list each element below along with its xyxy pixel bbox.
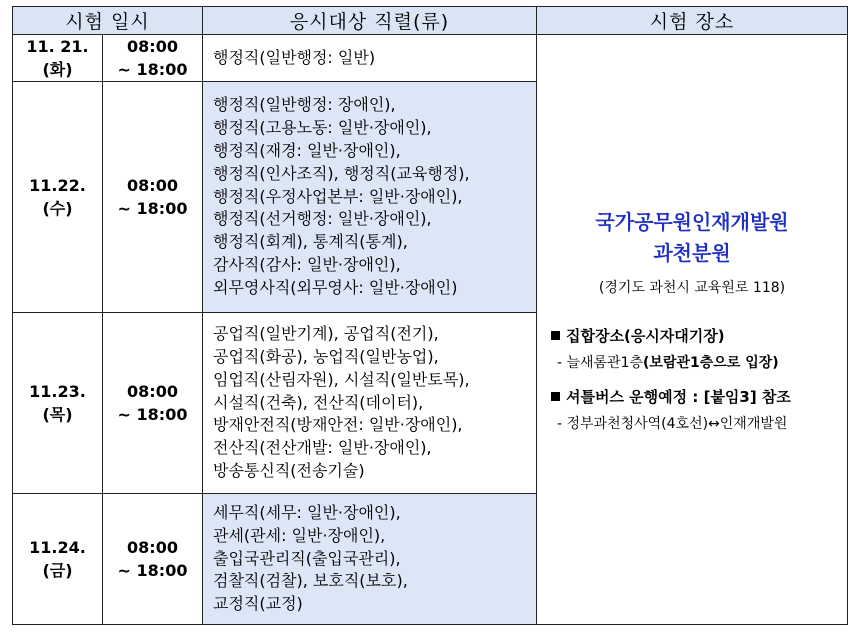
header-date: 시험 일시	[13, 7, 203, 35]
list-item: 행정직(회계), 통계직(통계),	[213, 232, 408, 252]
list-item: 출입국관리직(출입국관리),	[213, 548, 401, 568]
end-time: ~ 18:00	[117, 405, 188, 424]
list-item: 관세(관세: 일반·장애인),	[213, 525, 386, 545]
list-item: 임업직(산림자원), 시설직(일반토목),	[213, 369, 470, 389]
list-item: 세무직(세무: 일반·장애인),	[213, 503, 401, 522]
start-time: 08:00	[127, 37, 178, 56]
date-cell	[13, 82, 103, 313]
list-item: 전산직(전산개발: 일반·장애인),	[213, 438, 432, 458]
meeting-title: 집합장소(응시자대기장)	[566, 327, 725, 345]
square-bullet-icon	[551, 392, 560, 401]
day-text: (수)	[42, 199, 73, 218]
list-item: 방송통신직(전송기술)	[213, 460, 365, 480]
start-time: 08:00	[127, 382, 178, 401]
date-cell	[13, 35, 103, 82]
venue-address: (경기도 과천시 교육원로 118)	[598, 280, 786, 296]
venue-name	[537, 207, 847, 269]
target-list	[203, 35, 537, 82]
table-row	[13, 35, 848, 82]
target-list	[203, 494, 537, 625]
date-cell	[13, 313, 103, 494]
date-text: 11.22.	[29, 176, 86, 195]
list-item: 행정직(우정사업본부: 일반·장애인),	[213, 186, 463, 206]
exam-schedule	[12, 6, 847, 626]
time-cell	[103, 35, 203, 82]
date-text: 11.24.	[29, 538, 86, 557]
meeting-place-detail	[557, 352, 847, 372]
meeting-place-heading	[551, 325, 847, 346]
meeting-detail-prefix: - 늘새롬관1층	[557, 355, 644, 371]
list-item: 행정직(일반행정: 장애인),	[213, 95, 396, 115]
end-time: ~ 18:00	[117, 199, 188, 218]
day-text: (목)	[42, 405, 73, 424]
shuttle-detail: - 정부과천청사역(4호선)↔인재개발원	[557, 416, 788, 432]
start-time: 08:00	[127, 538, 178, 557]
target-list	[203, 82, 537, 313]
list-item: 공업직(화공), 농업직(일반농업),	[213, 347, 439, 366]
list-item: 행정직(고용노동: 일반·장애인),	[213, 118, 432, 138]
list-item: 검찰직(검찰), 보호직(보호),	[213, 571, 408, 591]
list-item: 행정직(일반행정: 일반)	[213, 47, 376, 67]
list-item: 감사직(감사: 일반·장애인),	[213, 254, 401, 274]
date-text: 11. 21.	[26, 37, 89, 56]
day-text: (화)	[42, 60, 73, 79]
venue-name-line2: 과천분원	[653, 241, 731, 265]
time-cell	[103, 313, 203, 494]
shuttle-heading	[551, 386, 847, 407]
header-venue: 시험 장소	[537, 7, 848, 35]
time-cell	[103, 494, 203, 625]
header-target: 응시대상 직렬(류)	[203, 7, 537, 35]
target-list	[203, 313, 537, 494]
meeting-detail-bold: (보람관1층으로 입장)	[643, 355, 779, 371]
end-time: ~ 18:00	[117, 561, 188, 580]
list-item: 행정직(재경: 일반·장애인),	[213, 141, 401, 160]
start-time: 08:00	[127, 176, 178, 195]
venue-name-line1: 국가공무원인재개발원	[595, 210, 789, 234]
list-item: 시설직(건축), 전산직(데이터),	[213, 392, 424, 412]
list-item: 행정직(인사조직), 행정직(교육행정),	[213, 163, 470, 183]
list-item: 교정직(교정)	[213, 594, 303, 614]
square-bullet-icon	[551, 331, 560, 340]
time-cell	[103, 82, 203, 313]
list-item: 외무영사직(외무영사: 일반·장애인)	[213, 277, 458, 297]
venue-cell	[537, 35, 848, 625]
list-item: 행정직(선거행정: 일반·장애인),	[213, 209, 432, 229]
date-text: 11.23.	[29, 382, 86, 401]
shuttle-title: 셔틀버스 운행예정 : [붙임3] 참조	[566, 388, 791, 406]
header-row	[13, 7, 848, 35]
list-item: 공업직(일반기계), 공업직(전기),	[213, 324, 439, 344]
list-item: 방재안전직(방재안전: 일반·장애인),	[213, 415, 463, 435]
day-text: (금)	[42, 561, 73, 580]
date-cell	[13, 494, 103, 625]
schedule-table	[12, 6, 848, 625]
end-time: ~ 18:00	[117, 60, 188, 79]
